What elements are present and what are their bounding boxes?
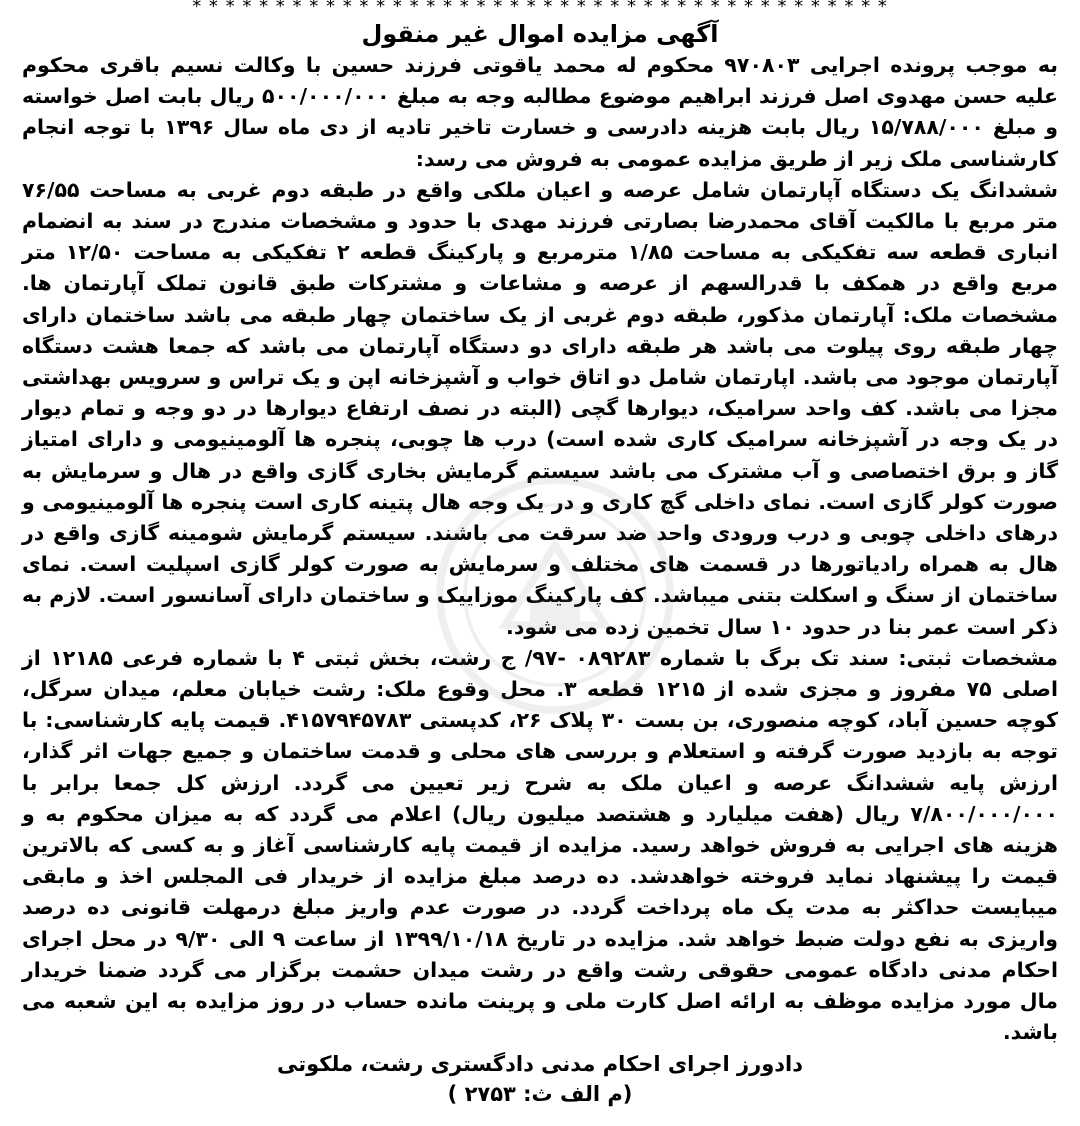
notice-paragraph-registration: مشخصات ثبتی: سند تک برگ با شماره ۰۸۹۲۸۳ -۹۷/ ج رشت، بخش ثبتی ۴ با شماره فرعی ۱۲۱۸۵ از اصلی ۷۵ مفروز و مجزی شده از ۱۲۱۵ قطعه ۳. محل وقوع ملک: رشت خیابان معلم، میدان سرگل، کوچه حسین آباد، کوچه منصوری، بن بست ۳۰ پلاک ۲۶، کدپستی ۴۱۵۷۹۴۵۷۸۳. قیمت پایه کارشناسی: با توجه به بازدید صورت گرفته و استعلام و بررسی های محلی و قدمت ساختمان و جمیع جهات اثر گذار، ارزش پایه ششدانگ عرصه و اعیان ملک به شرح زیر تعیین می گردد. ارزش کل جمعا برابر با ۷/۸۰۰/۰۰۰/۰۰۰ ریال (هفت میلیارد و هشتصد میلیون ریال) اعلام می گردد که به میزان محکوم به و هزینه های اجرایی به فروش خواهد رسید. مزایده از قیمت پایه کارشناسی آغاز و به کسی که بالاترین قیمت را پیشنهاد نماید فروخته خواهدشد. ده درصد مبلغ مزایده از خریدار فی المجلس اخذ و مابقی میبایست حداکثر به مدت یک ماه پرداخت گردد. در صورت عدم واریز مبلغ درمهلت قانونی ده درصد واریزی به نفع دولت ضبط خواهد شد. مزایده در تاریخ ۱۳۹۹/۱۰/۱۸ از ساعت ۹ الی ۹/۳۰ در محل اجرای احکام مدنی دادگاه عمومی حقوقی رشت واقع در رشت میدان حشمت برگزار می گردد ضمنا خریدار مال مورد مزایده موظف به ارائه اصل کارت ملی و پرینت مانده حساب در روز مزایده به این شعبه می باشد.: [22, 645, 1059, 1045]
star-border: * * * * * * * * * * * * * * * * * * * * * * * * * * * * * * * * * * * * * * * * * *: [192, 0, 888, 14]
signature-line: دادورز اجرای احکام مدنی دادگستری رشت، ملکوتی: [276, 1051, 804, 1076]
notice-title: آگهی مزایده اموال غیر منقول: [361, 20, 719, 48]
notice-paragraph-property: ششدانگ یک دستگاه آپارتمان شامل عرصه و اعیان ملکی واقع در طبقه دوم غربی به مساحت ۷۶/۵۵ متر مربع با مالکیت آقای محمدرضا بصارتی فرزند مهدی با حدود و مشخصات مندرج در سند به انضمام انباری قطعه سه تفکیکی به مساحت ۱/۸۵ مترمربع و پارکینگ قطعه ۲ تفکیکی به مساحت ۱۲/۵۰ متر مربع واقع در همکف با قدرالسهم از عرصه و مشاعات و مشترکات طبق قانون تملک آپارتمان ها. مشخصات ملک: آپارتمان مذکور، طبقه دوم غربی از یک ساختمان چهار طبقه می باشد ساختمان دارای چهار طبقه روی پیلوت می باشد هر طبقه دارای دو دستگاه آپارتمان می باشد که جمعا هشت دستگاه آپارتمان موجود می باشد. اپارتمان شامل دو اتاق خواب و آشپزخانه اپن و یک تراس و سرویس بهداشتی مجزا می باشد. کف واحد سرامیک، دیوارها گچی (البته در نصف ارتفاع دیوارها در دو وجه و تمام دیوار در یک وجه در آشپزخانه سرامیک کاری شده است) درب ها چوبی، پنجره ها آلومینیومی و دارای امتیاز گاز و برق اختصاصی و آب مشترک می باشد سیستم گرمایش بخاری گازی واقع در هال و سرمایش به صورت کولر گازی است. نمای داخلی گچ کاری و در یک وجه هال پتینه کاری است پنجره ها آلومینیومی و درهای داخلی چوبی و درب ورودی واحد ضد سرقت می باشند. سیستم گرمایش شومینه گازی واقع در هال به همراه رادیاتورها در قسمت های مختلف و سرمایش به صورت کولر گازی اسپلیت است. نمای ساختمان از سنگ و اسکلت بتنی میباشد. کف پارکینگ موزاییک و ساختمان دارای آسانسور است. لازم به ذکر است عمر بنا در حدود ۱۰ سال تخمین زده می شود.: [22, 177, 1058, 639]
notice-paragraph-intro: به موجب پرونده اجرایی ۹۷۰۸۰۳ محکوم له محمد یاقوتی فرزند حسین با وکالت نسیم باقری محکوم علیه حسن مهدوی اصل فرزند ابراهیم موضوع مطالبه وجه به مبلغ ۵۰۰/۰۰۰/۰۰۰ ریال بابت اصل خواسته و مبلغ ۱۵/۷۸۸/۰۰۰ ریال بابت هزینه دادرسی و خسارت تاخیر تادیه از دی ماه سال ۱۳۹۶ با توجه انجام کارشناسی ملک زیر از طریق مزایده عمومی به فروش می رسد:: [22, 53, 1058, 171]
reference-number: (م الف ث: ۲۷۵۳ ): [447, 1081, 633, 1106]
